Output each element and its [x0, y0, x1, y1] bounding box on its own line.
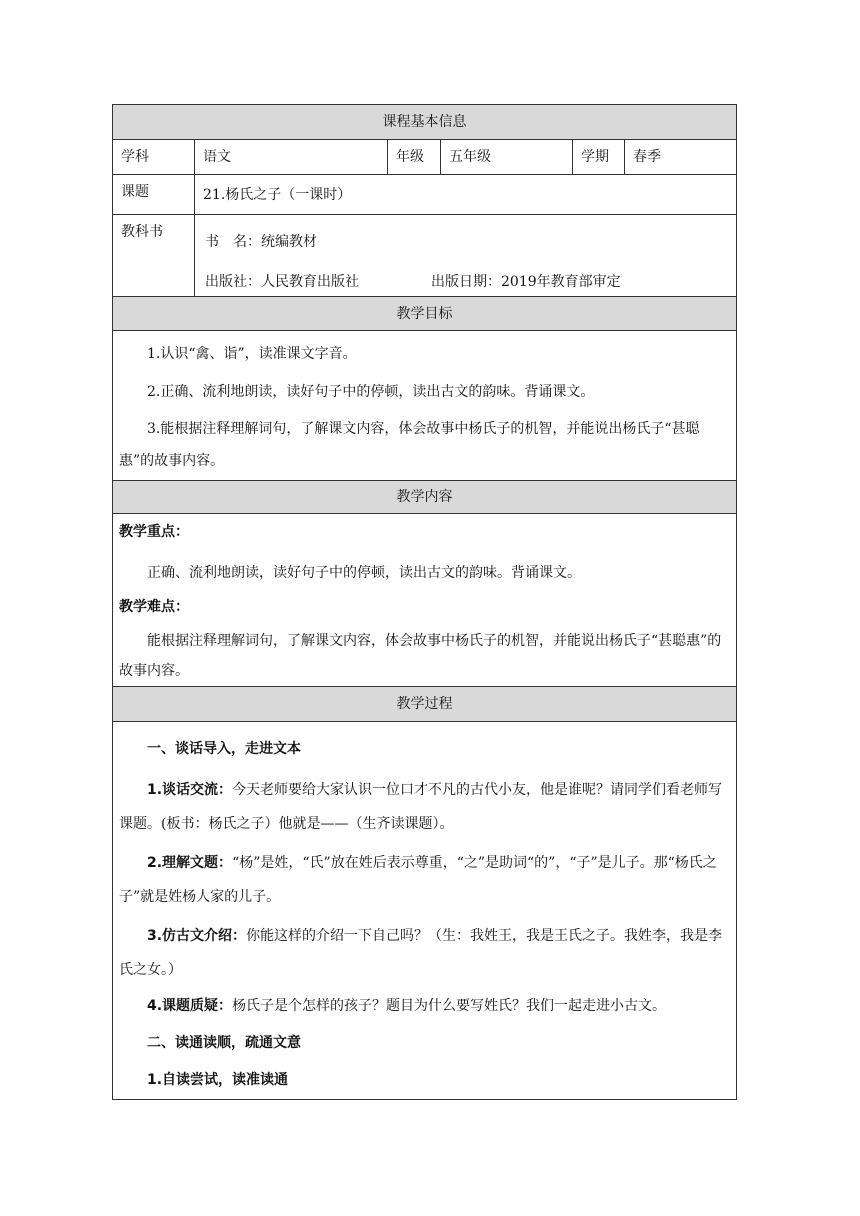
topic-row: [113, 175, 736, 215]
goals-body: [113, 331, 736, 481]
term-value: 春季: [633, 149, 661, 165]
step2: [119, 846, 728, 914]
goals-header: 教学目标: [396, 306, 453, 322]
grade-label: 年级: [388, 140, 441, 174]
section2-title: 二、读通读顺，疏通文意: [147, 1035, 301, 1051]
step4: [119, 993, 728, 1019]
step1-label: 1.谈话交流：: [147, 782, 233, 798]
content-header: 教学内容: [396, 489, 453, 505]
textbook-label: 教科书: [113, 215, 195, 296]
publish-date-line: 出版日期：2019年教育部审定: [431, 274, 621, 290]
section1-title: 一、谈话导入，走进文本: [147, 741, 301, 757]
step4-label: 4.课题质疑：: [147, 998, 233, 1014]
topic-label: 课题: [113, 175, 195, 214]
info-header-row: [113, 105, 736, 140]
section2-step1: 1.自读尝试，读准读通: [147, 1072, 289, 1088]
subject-row: [113, 140, 736, 175]
grade-value: 五年级: [441, 140, 573, 174]
goal-item: 3.能根据注释理解词句，了解课文内容，体会故事中杨氏子的机智，并能说出杨氏子“甚聪惠”的故事内容。: [119, 421, 700, 469]
step3: [119, 919, 728, 987]
process-body: [113, 722, 736, 1099]
step2-text: “杨”是姓，“氏”放在姓后表示尊重，“之”是助词“的”，“子”是儿子。那“杨氏之子”就是姓杨人家的儿子。: [119, 855, 717, 905]
process-header: 教学过程: [396, 696, 453, 712]
key-point-text: 正确、流利地朗读，读好句子中的停顿，读出古文的韵味。背诵课文。: [147, 565, 581, 581]
textbook-detail: [195, 215, 736, 296]
book-name-line: 书 名：统编教材: [205, 234, 317, 250]
step1: [119, 773, 728, 841]
difficulty-text: 能根据注释理解词句，了解课文内容，体会故事中杨氏子的机智，并能说出杨氏子“甚聪惠”的故事内容。: [119, 633, 722, 679]
goals-header-row: [113, 297, 736, 331]
step3-text: 你能这样的介绍一下自己吗？（生：我姓王，我是王氏之子。我姓李，我是李氏之女。）: [119, 928, 723, 978]
publisher-line: 出版社：人民教育出版社: [205, 274, 359, 290]
process-header-row: [113, 687, 736, 722]
step1-text: 今天老师要给大家认识一位口才不凡的古代小友，他是谁呢？请同学们看老师写课题。(板书：杨氏之子）他就是——（生齐读课题）。: [119, 782, 723, 832]
step2-label: 2.理解文题：: [147, 855, 233, 871]
step3-label: 3.仿古文介绍：: [147, 928, 247, 944]
goal-item: 2.正确、流利地朗读，读好句子中的停顿，读出古文的韵味。背诵课文。: [147, 384, 595, 400]
term-label: 学期: [573, 140, 625, 174]
subject-label: 学科: [113, 140, 195, 174]
content-body: [113, 514, 736, 687]
difficulty-label: 教学难点：: [119, 599, 189, 615]
key-point-label: 教学重点：: [119, 524, 189, 540]
step4-text: 杨氏子是个怎样的孩子？题目为什么要写姓氏？我们一起走进小古文。: [232, 998, 667, 1014]
content-header-row: [113, 481, 736, 514]
lesson-plan-table: [112, 104, 737, 1100]
goal-item: 1.认识“禽、诣”，读准课文字音。: [147, 346, 357, 362]
subject-value: 语文: [195, 140, 388, 174]
textbook-row: [113, 215, 736, 297]
info-header: 课程基本信息: [382, 114, 467, 130]
topic-value: 21.杨氏之子（一课时）: [203, 187, 352, 203]
